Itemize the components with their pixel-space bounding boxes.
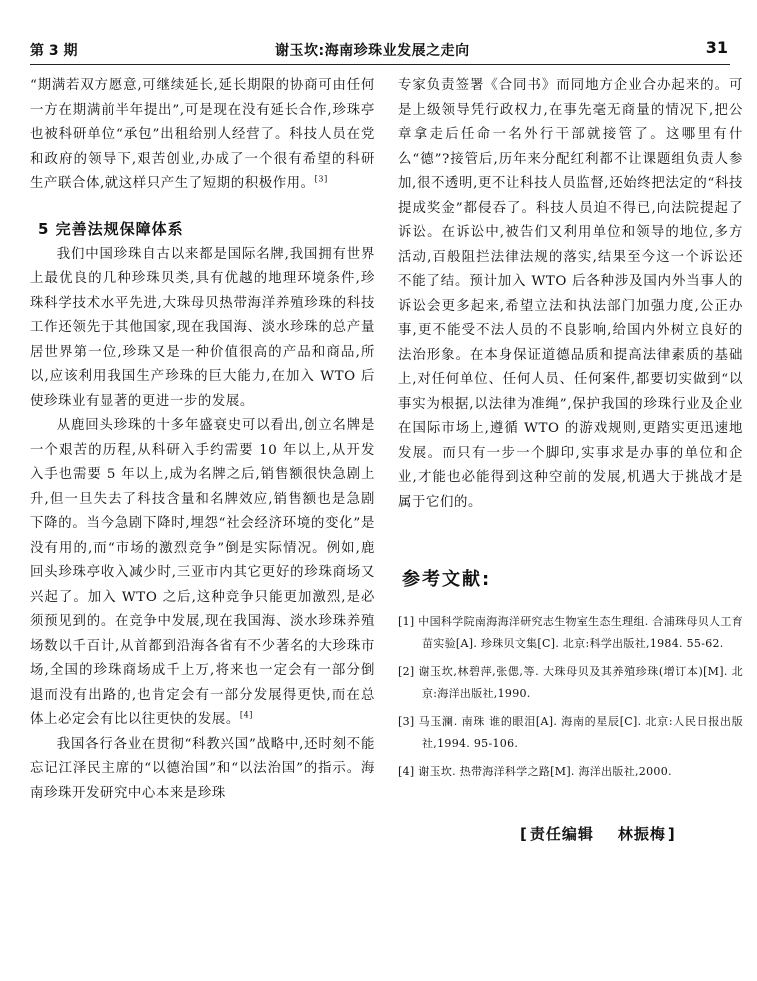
right-column — [398, 74, 743, 844]
paragraph: 我国各行各业在贯彻“科教兴国”战略中,还时刻不能忘记江泽民主席的“以德治国”和“以法治国”的指示。海南珍珠开发研究中心本来是珍珠 — [30, 736, 375, 801]
editor-label: 责任编辑 — [529, 825, 594, 843]
section-heading: 5 完善法规保障体系 — [38, 219, 184, 238]
reference-list — [398, 611, 743, 783]
editor-name: 林振梅 — [617, 825, 666, 843]
paragraph-continued — [30, 74, 375, 197]
reference-item: [3] 马玉澜. 南珠 谁的眼泪[A]. 海南的星辰[C]. 北京:人民日报出版社,1994. 95-106. — [398, 715, 743, 750]
paragraph-text: 从鹿回头珍珠的十多年盛衰史可以看出,创立名牌是一个艰苦的历程,从科研入手约需要 10 年以上,从开发入手也需要 5 年以上,成为名牌之后,销售额很快急剧上升,但一旦失去了科技含量和名牌效应,销售额也是急剧下降的。当今急剧下降时,埋怨“社会经济环境的变化”是没有用的,而“市场的激烈竞争”倒是实际情况。例如,鹿回头珍珠亭收入减少时,三亚市内其它更好的珍珠商场又兴起了。加入 WTO 之后,这种竞争只能更加激烈,是必须预见到的。在竞争中发展,现在我国海、淡水珍珠养殖场数以千百计,从首都到沿海各省有不少著名的大珍珠市场,全国的珍珠商场成千上万,将来也一定会有一部分倒退而没有出路的,也肯定会有一部分发展得更快,而在总体上必定会有比以往更快的发展。 — [30, 418, 375, 727]
paragraph-text: “期满若双方愿意,可继续延长,延长期限的协商可由任何一方在期满前半年提出”,可是现在没有延长合作,珍珠亭也被科研单位“承包”出租给别人经营了。科技人员在党和政府的领导下,艰苦创业,办成了一个很有希望的科研生产联合体,就这样只产生了短期的积极作用。 — [30, 78, 375, 191]
paragraph-continued: 专家负责签署《合同书》而同地方企业合办起来的。可是上级领导凭行政权力,在事先毫无商量的情况下,把公章拿走后任命一名外行干部就接管了。这哪里有什么“德”?接管后,历年来分配红利都不让课题组负责人参加,很不透明,更不让科技人员监督,还始终把法定的“科技提成奖金”都侵吞了。科技人员迫不得已,向法院提起了诉讼。在诉讼中,被告们又利用单位和领导的地位,多方活动,百般阻拦法律法规的落实,结果至今这一个诉讼还不能了结。预计加入 WTO 后各种涉及国内外当事人的诉讼会更多起来,希望立法和执法部门加强力度,公正办事,更不能受不法人员的不良影响,给国内外树立良好的法治形象。在本身保证道德品质和提高法律素质的基础上,对任何单位、任何人员、任何案件,都要切实做到“以事实为根据,以法律为准绳”,保护我国的珍珠行业及企业在国际市场上,遵循 WTO 的游戏规则,更踏实更迅速地发展。而只有一步一个脚印,实事求是办事的单位和企业,才能也必能得到这种空前的发展,机遇大于挑战才是属于它们的。 — [398, 78, 743, 510]
header-rule — [30, 64, 730, 65]
issue-number: 第 3 期 — [30, 43, 78, 59]
left-column — [30, 74, 375, 806]
references-title: 参考文献: — [402, 569, 492, 590]
paragraph: 我们中国珍珠自古以来都是国际名牌,我国拥有世界上最优良的几种珍珠贝类,具有优越的地理环境条件,珍珠科学技术水平先进,大珠母贝热带海洋养殖珍珠的科技工作还领先于其他国家,现在我国海、淡水珍珠的总产量居世界第一位,珍珠又是一种价值很高的产品和商品,所以,应该利用我国生产珍珠的巨大能力,在加入 WTO 后使珍珠业有显著的更进一步的发展。 — [30, 246, 375, 409]
citation-ref: [4] — [239, 710, 253, 720]
reference-item: [4] 谢玉坎. 热带海洋科学之路[M]. 海洋出版社,2000. — [398, 765, 672, 778]
paragraph — [30, 414, 375, 733]
citation-ref: [3] — [314, 174, 328, 184]
running-title: 谢玉坎:海南珍珠业发展之走向 — [275, 43, 470, 59]
reference-item: [2] 谢玉坎,林碧萍,张偲,等. 大珠母贝及其养殖珍珠(增订本)[M]. 北京:海洋出版社,1990. — [398, 665, 743, 700]
reference-item: [1] 中国科学院南海海洋研究志生物室生态生理组. 合浦珠母贝人工育苗实验[A]. 珍珠贝文集[C]. 北京:科学出版社,1984. 55-62. — [398, 615, 743, 650]
page-number: 31 — [705, 38, 728, 57]
responsible-editor: [ 责任编辑 林振梅 ] — [520, 825, 676, 843]
running-header — [30, 38, 730, 62]
